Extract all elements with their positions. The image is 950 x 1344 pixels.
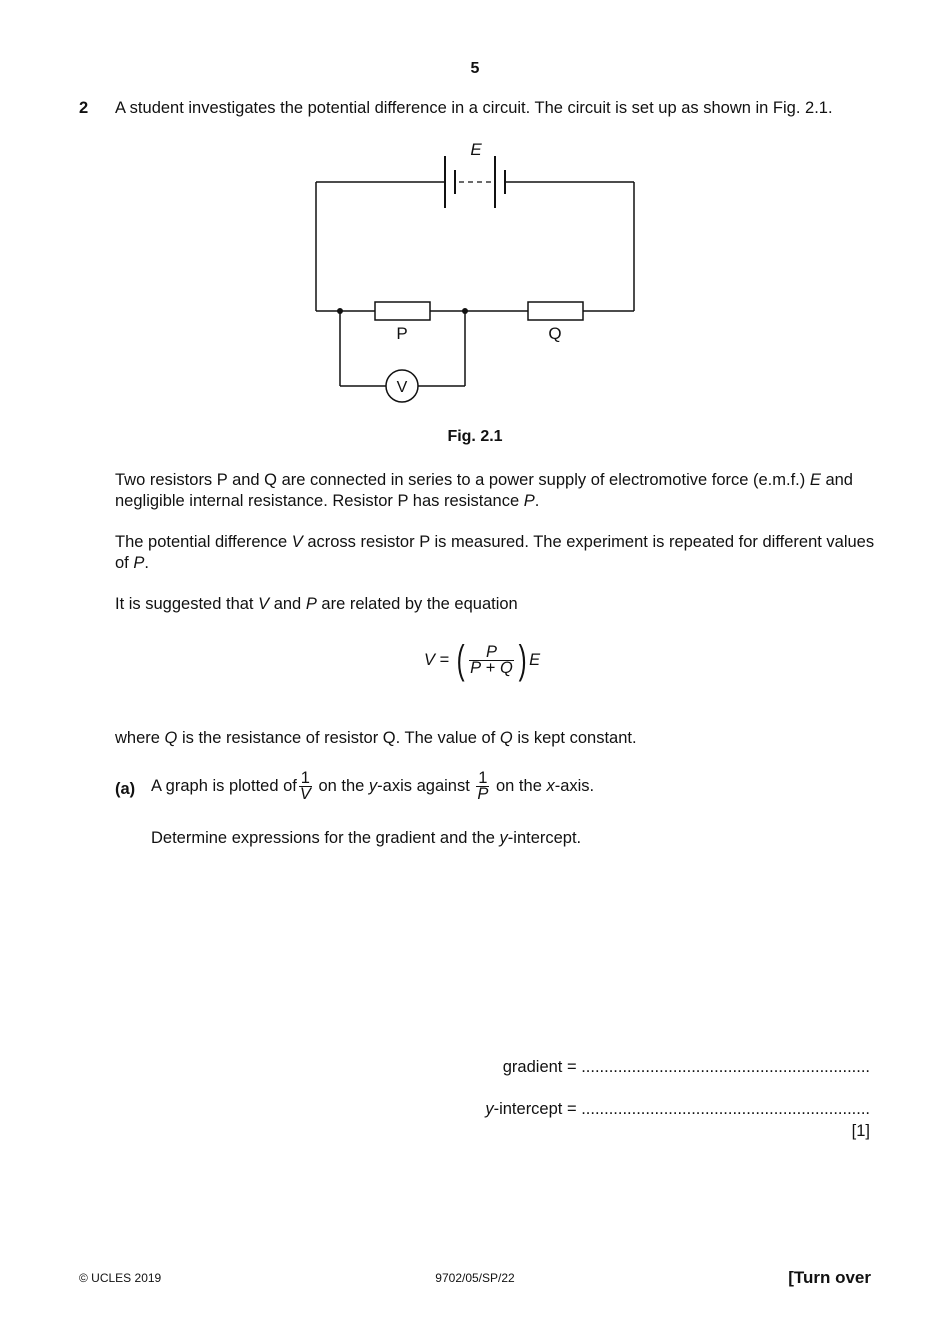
paragraph-3: It is suggested that V and P are related by the equation (115, 595, 518, 613)
resistor-p-label: P (396, 324, 408, 343)
turn-over: [Turn over (788, 1268, 871, 1287)
battery-symbol (445, 156, 505, 208)
figure-caption: Fig. 2.1 (447, 428, 503, 445)
emf-label: E (470, 140, 482, 159)
resistor-p (375, 302, 430, 320)
paper-code: 9702/05/SP/22 (435, 1271, 515, 1285)
equation: V = ( $\frac{P}{P + Q}$ ) E (424, 638, 541, 682)
intercept-answer-line[interactable]: y-intercept = ............................................................... (485, 1100, 870, 1118)
question-number: 2 (79, 99, 89, 117)
paragraph-2: The potential difference V across resistor P is measured. The experiment is repeated for different values of P. (115, 533, 875, 572)
resistor-q-label: Q (548, 324, 562, 343)
copyright: © UCLES 2019 (79, 1271, 162, 1285)
circuit-diagram (300, 135, 650, 405)
marks: [1] (851, 1122, 870, 1140)
paragraph-1: Two resistors P and Q are connected in series to a power supply of electromotive force (e.m.f.) E and negligible internal resistance. Resistor P has resistance P. (115, 471, 853, 510)
question-intro: A student investigates the potential difference in a circuit. The circuit is set up as shown in Fig. 2.1. (115, 99, 833, 117)
part-a-text: A graph is plotted of $\frac{1}{V}$ on the y -axis against $\frac{1}{P}$ on the x -axis. (151, 769, 595, 803)
part-a-instruction: Determine expressions for the gradient and the y-intercept. (151, 829, 582, 847)
paragraph-4: where Q is the resistance of resistor Q. The value of Q is kept constant. (115, 729, 637, 747)
part-a-label: (a) (115, 780, 136, 798)
gradient-answer-line[interactable]: gradient = ............................................................... (502, 1058, 870, 1076)
page-number: 5 (470, 60, 480, 77)
resistor-q (528, 302, 583, 320)
voltmeter-label: V (396, 379, 408, 396)
